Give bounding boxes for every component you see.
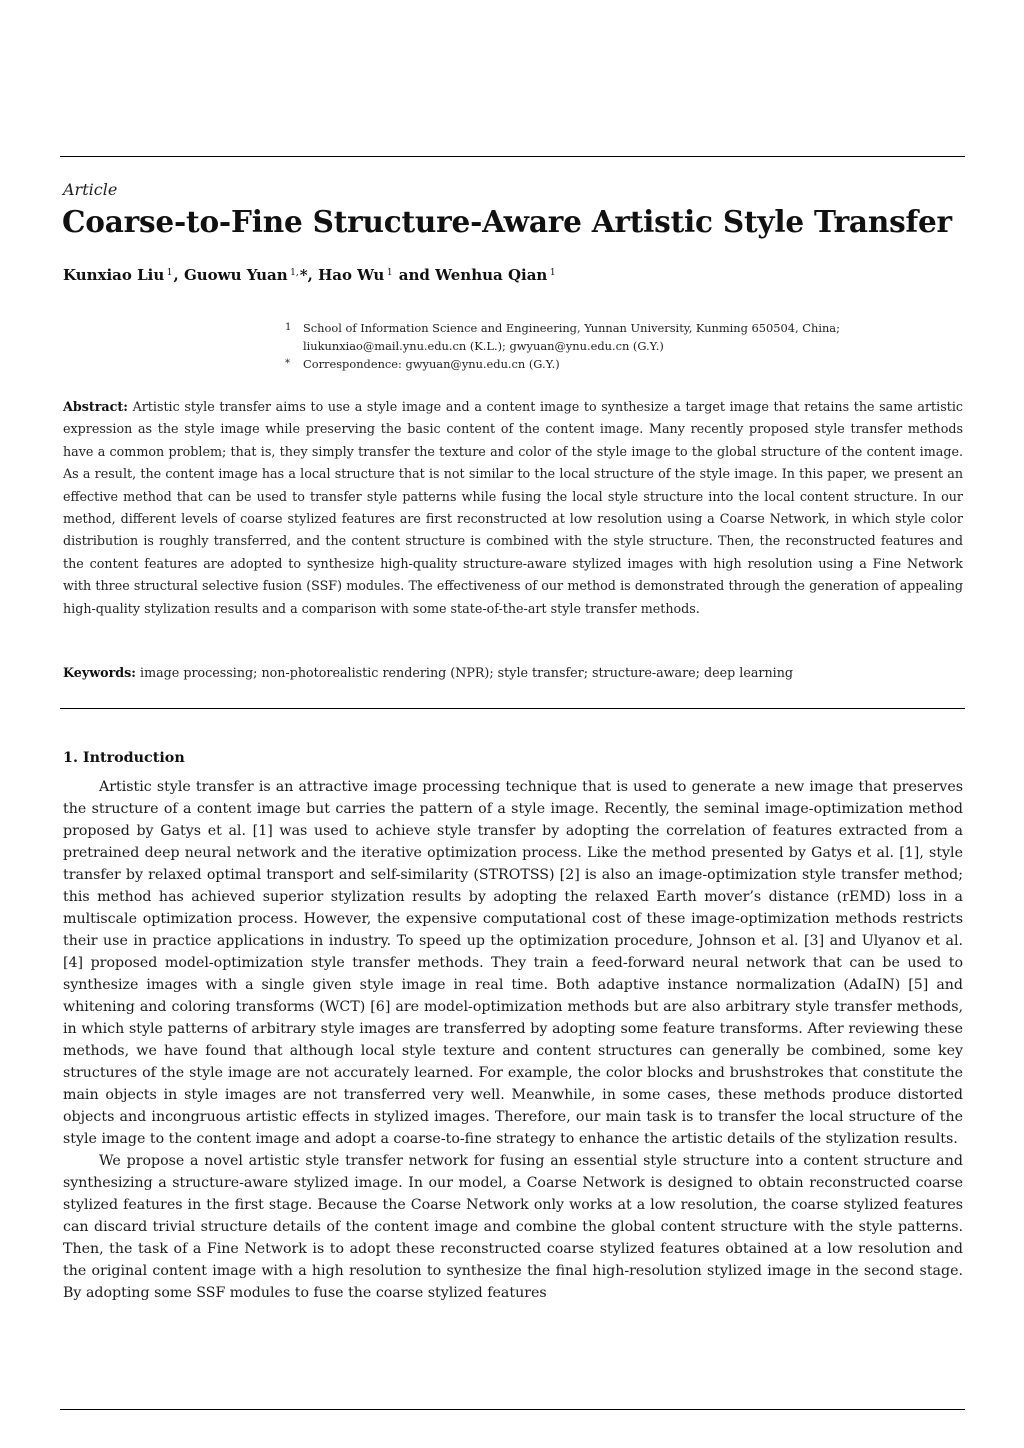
- author-affiliation-number: 1: [386, 268, 393, 278]
- correspondence-marker: *: [285, 358, 290, 369]
- keywords-text: image processing; non-photorealistic rendering (NPR); style transfer; structure-aware; deep learning: [140, 665, 793, 680]
- author-separator: ,: [173, 266, 184, 284]
- paper-title: Coarse-to-Fine Structure-Aware Artistic Style Transfer: [62, 204, 952, 239]
- author-affiliation-number: 1: [166, 268, 173, 278]
- affiliation-text: School of Information Science and Engineering, Yunnan University, Kunming 650504, China;: [303, 321, 840, 335]
- article-type-label: Article: [63, 180, 118, 199]
- body-paragraph: Artistic style transfer is an attractive image processing technique that is used to generate a new image that preserves the structure of a content image but carries the pattern of a style image. Recently, the seminal image-optimization method proposed by Gatys et al. [1] was used to achieve style transfer by adopting the correlation of features extracted from a pretrained deep neural network and the iterative optimization process. Like the method presented by Gatys et al. [1], style transfer by relaxed optimal transport and self-similarity (STROTSS) [2] is also an image-optimization style transfer method; this method has achieved superior stylization results by adopting the relaxed Earth mover’s distance (rEMD) loss in a multiscale optimization process. However, the expensive computational cost of these image-optimization methods restricts their use in practice applications in industry. To speed up the optimization procedure, Johnson et al. [3] and Ulyanov et al. [4] proposed model-optimization style transfer methods. They train a feed-forward neural network that can be used to synthesize images with a single given style image in real time. Both adaptive instance normalization (AdaIN) [5] and whitening and coloring transforms (WCT) [6] are model-optimization methods but are also arbitrary style transfer methods, in which style patterns of arbitrary style images are transferred by adopting some feature transforms. After reviewing these methods, we have found that although local style texture and content structures can generally be combined, some key structures of the style image are not accurately learned. For example, the color blocks and brushstrokes that constitute the main objects in style images are not transferred very well. Meanwhile, in some cases, these methods produce distorted objects and incongruous artistic effects in stylized images. Therefore, our main task is to transfer the local structure of the style image to the content image and adopt a coarse-to-fine strategy to enhance the artistic details of the stylization results.: [63, 779, 963, 1147]
- correspondence-text: Correspondence: gwyuan@ynu.edu.cn (G.Y.): [303, 357, 560, 371]
- author-separator: ,: [307, 266, 319, 284]
- affiliation-marker: 1: [285, 322, 292, 333]
- abstract-section: [63, 396, 963, 620]
- keywords-section: [63, 662, 963, 684]
- author-name: Guowu Yuan: [183, 266, 288, 284]
- section-divider-rule: [60, 708, 965, 709]
- affiliations-block: [285, 319, 975, 373]
- footer-rule: [60, 1409, 965, 1410]
- author-affiliation-number: 1: [549, 268, 556, 278]
- author-affiliation-number: 1,: [290, 268, 299, 278]
- section-heading-introduction: 1. Introduction: [63, 750, 185, 766]
- corresponding-author-mark: *: [299, 266, 308, 284]
- correspondence: [285, 355, 975, 373]
- author-name: Hao Wu: [318, 266, 385, 284]
- abstract-text: Artistic style transfer aims to use a style image and a content image to synthesize a target image that retains the same artistic expression as the style image while preserving the basic content of the content image. Many recently proposed style transfer methods have a common problem; that is, they simply transfer the texture and color of the style image to the global structure of the content image. As a result, the content image has a local structure that is not similar to the local structure of the style image. In this paper, we present an effective method that can be used to transfer style patterns while fusing the local style structure into the local content structure. In our method, different levels of coarse stylized features are first reconstructed at low resolution using a Coarse Network, in which style color distribution is roughly transferred, and the content structure is combined with the style structure. Then, the reconstructed features and the content features are adopted to synthesize high-quality structure-aware stylized images with high resolution using a Fine Network with three structural selective fusion (SSF) modules. The effectiveness of our method is demonstrated through the generation of appealing high-quality stylization results and a comparison with some state-of-the-art style transfer methods.: [63, 399, 963, 616]
- header-rule: [60, 156, 965, 157]
- body-paragraph: We propose a novel artistic style transfer network for fusing an essential style structure into a content structure and synthesizing a structure-aware stylized image. In our model, a Coarse Network is designed to obtain reconstructed coarse stylized features in the first stage. Because the Coarse Network only works at a low resolution, the coarse stylized features can discard trivial structure details of the content image and combine the global content structure with the style patterns. Then, the task of a Fine Network is to adopt these reconstructed coarse stylized features obtained at a low resolution and the original content image with a high resolution to synthesize the final high-resolution stylized image in the second stage. By adopting some SSF modules to fuse the coarse stylized features: [63, 1153, 963, 1301]
- keywords-label: Keywords:: [63, 665, 136, 680]
- abstract-label: Abstract:: [63, 399, 128, 414]
- introduction-body: [63, 776, 963, 1304]
- author-separator: and: [393, 266, 436, 284]
- author-name: Kunxiao Liu: [63, 266, 165, 284]
- affiliation-1: [285, 319, 975, 337]
- author-list: [63, 266, 557, 284]
- affiliation-emails: liukunxiao@mail.ynu.edu.cn (K.L.); gwyuan@ynu.edu.cn (G.Y.): [303, 339, 664, 353]
- author-name: Wenhua Qian: [435, 266, 548, 284]
